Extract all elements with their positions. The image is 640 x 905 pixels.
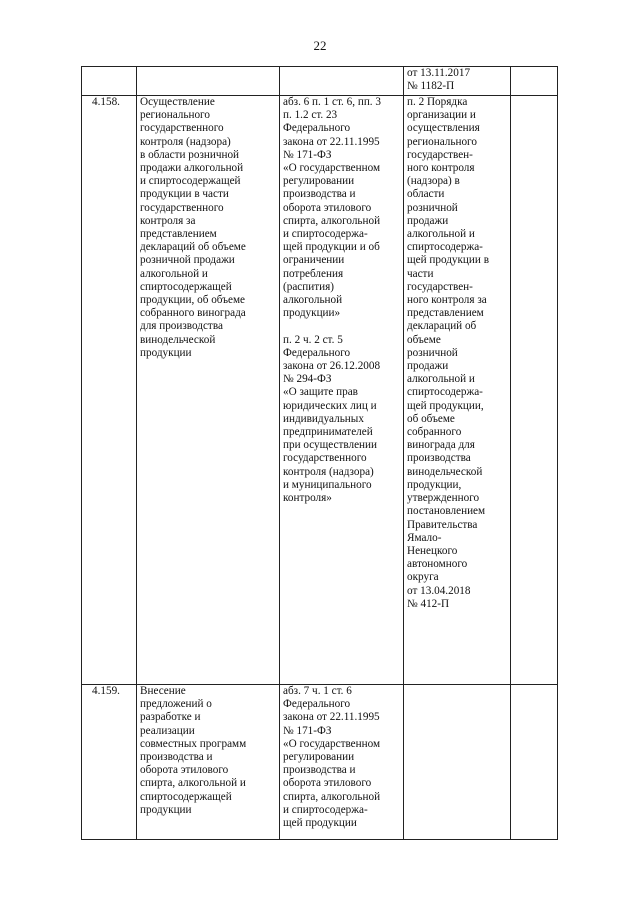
item-number-cell <box>82 67 137 96</box>
page-number: 22 <box>313 38 327 53</box>
regulation-cell <box>404 685 511 840</box>
control-object-cell <box>137 67 280 96</box>
legal-basis-cell: абз. 7 ч. 1 ст. 6 Федерального закона от 22.11.1995 № 171-ФЗ «О государственном регулировании производства и оборота этилового спирта, алкогольной и спиртосодержа- щей продукции <box>280 685 404 840</box>
legal-basis-cell: абз. 6 п. 1 ст. 6, пп. 3 п. 1.2 ст. 23 Федерального закона от 22.11.1995 № 171-ФЗ «О государственном регулировании производства и оборота этилового спирта, алкогольной и спиртосодержа- щей продукции и об ограничении потребления (распития) алкогольной продукции» п. 2 ч. 2 ст. 5 Федерального закона от 26.12.2008 № 294-ФЗ «О защите прав юридических лиц и индивидуальных предпринимателей при осуществлении государственного контроля (надзора) и муниципального контроля» <box>280 96 404 685</box>
regulation-cell: от 13.11.2017 № 1182-П <box>404 67 511 96</box>
empty-cell <box>511 96 558 685</box>
regulation-cell: п. 2 Порядка организации и осуществления регионального государствен- ного контроля (надзора) в области розничной продажи алкогольной и спиртосодержа- щей продукции в части государствен- ного контроля за представлением деклараций об объеме розничной продажи алкогольной и спиртосодержа- щей продукции, об объеме собранного винограда для производства винодельческой продукции, утвержденного постановлением Правительства Ямало- Ненецкого автономного округа от 13.04.2018 № 412-П <box>404 96 511 685</box>
empty-cell <box>511 67 558 96</box>
control-object-cell: Осуществление регионального государственного контроля (надзора) в области розничной продажи алкогольной и спиртосодержащей продукции в части государственного контроля за представлением деклараций об объеме розничной продажи алкогольной и спиртосодержащей продукции, об объеме собранного винограда для производства винодельческой продукции <box>137 96 280 685</box>
legal-basis-cell <box>280 67 404 96</box>
empty-cell <box>511 685 558 840</box>
table-row <box>82 96 558 685</box>
control-object-cell: Внесение предложений о разработке и реализации совместных программ производства и оборота этилового спирта, алкогольной и спиртосодержащей продукции <box>137 685 280 840</box>
table-row <box>82 67 558 96</box>
item-number-cell: 4.159. <box>82 685 137 840</box>
regulation-table <box>81 66 558 840</box>
item-number-cell: 4.158. <box>82 96 137 685</box>
table-row <box>82 685 558 840</box>
